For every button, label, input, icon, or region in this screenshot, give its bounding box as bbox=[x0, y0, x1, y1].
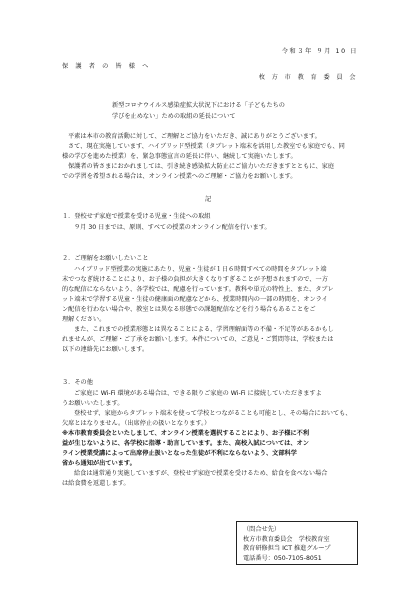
notice-line: 益が生じないように、各学校に指導・助言しています。また、高校入試については、オン bbox=[62, 439, 309, 447]
intro-line: 平素は本市の教育活動に対して、ご理解とご協力をいただき、誠にありがとうございます。 bbox=[68, 133, 321, 140]
section-3-line: 登校せず、家庭からタブレット端末を使って学校とつながることも可能とし、その場合においても、 bbox=[74, 409, 352, 417]
document-date: 令和３年 ９月 10 日 bbox=[281, 48, 358, 55]
intro-line: での学習を希望される場合は、オンライン授業へのご理解・ご協力をお願いします。 bbox=[62, 172, 297, 180]
notice-line: ライン授業受講によって出席停止扱いとなった生徒が不利にならないよう、文部科学 bbox=[62, 449, 297, 457]
notice-line: ※本市教育委員会といたしまして、オンライン授業を選択することにより、お子様に不利 bbox=[62, 429, 310, 437]
section-3-line: うお願いいたします。 bbox=[62, 399, 124, 407]
title-line: 学びを止めない」ための取組の延長について bbox=[112, 112, 236, 120]
section-2-line: 以下の連絡先にお願いします。 bbox=[62, 345, 149, 353]
contact-heading: （問合せ先） bbox=[243, 526, 281, 533]
intro-line: 様の学びを進めた授業）を、緊急事態宣言の延長に伴い、継続して実施いたします。 bbox=[62, 152, 297, 160]
contact-phone: 電話番号：050-7105-8051 bbox=[243, 554, 322, 562]
section-3-heading: ３．その他 bbox=[62, 379, 93, 386]
contact-box bbox=[236, 521, 358, 565]
sender: 枚 方 市 教 育 委 員 会 bbox=[258, 74, 358, 81]
section-2-line: ン配信を行わない場合や、教室とは異なる形態での課題配信などを行う場合もあることをご bbox=[62, 305, 316, 313]
title-line: 新型コロナウイルス感染症拡大状況下における「子どもたちの bbox=[112, 102, 285, 109]
section-3-closing-line: 給食は通常通り実施していますが、登校せず家庭で授業を受けるため、給食を食べない場合 bbox=[74, 469, 328, 477]
section-2-line: 的な配信にならないよう、各学校では、配慮を行っています。教科や単元の特性上、また、タブレ bbox=[62, 285, 334, 293]
intro-line: 保護者の皆さまにおかれましては、引き続き感染拡大防止にご協力いただきますとともに、家庭 bbox=[68, 162, 335, 170]
notice-line: 省から通知が出ています。 bbox=[62, 459, 136, 467]
document-title bbox=[112, 102, 352, 124]
section-3-closing-line: は給食費を返還します。 bbox=[62, 479, 130, 487]
section-2-heading: ２．ご理解をお願いしたいこと bbox=[62, 255, 149, 262]
ki-heading: 記 bbox=[205, 196, 213, 203]
section-2-line: 末でつなぎ続けることにより、お子様の負担が大きくなりすぎることが予想されますので、一方 bbox=[62, 275, 328, 283]
section-1-heading: １．登校せず家庭で授業を受ける児童・生徒への取組 bbox=[62, 213, 211, 220]
section-2-line: ハイブリッド型授業の実施にあたり、児童・生徒が１日６時間すべての時間をタブレット端 bbox=[74, 265, 327, 273]
contact-line: 枚方市教育委員会 学校教育室 bbox=[243, 535, 330, 543]
section-3-line: ご家庭に Wi-Fi 環境がある場合は、できる限りご家庭の Wi-Fi に接続していただきますよ bbox=[74, 389, 322, 397]
section-3 bbox=[62, 379, 362, 490]
section-1 bbox=[62, 213, 362, 234]
section-2-line: れませんが、ご理解・ご了承をお願いします。本件についての、ご意見・ご質問等は、学校または bbox=[62, 335, 334, 343]
section-2-line: 理解ください。 bbox=[62, 315, 106, 323]
intro-line: さて、現在実施しています、ハイブリッド型授業（タブレット端末を活用した教室でも家庭でも、同 bbox=[68, 142, 345, 150]
section-2 bbox=[62, 255, 362, 356]
contact-line: 教育研修担当 ICT 推進グループ bbox=[243, 545, 331, 553]
section-1-line: ９月 30 日までは、原則、すべての授業のオンライン配信を行います。 bbox=[74, 223, 271, 231]
section-3-line: 欠席とはなりません。（出席停止の扱いとなります。） bbox=[62, 419, 211, 427]
intro-paragraph bbox=[62, 133, 362, 183]
section-2-line: また、これまでの授業形態とは異なることによる、学習理解面等の不備・不足等があるかもし bbox=[74, 325, 334, 333]
addressee: 保 護 者 の 皆 様 へ bbox=[62, 63, 151, 70]
section-2-line: ット端末で学習する児童・生徒の健康面の配慮などから、授業時間内の一部の時間を、オンライ bbox=[62, 295, 328, 303]
